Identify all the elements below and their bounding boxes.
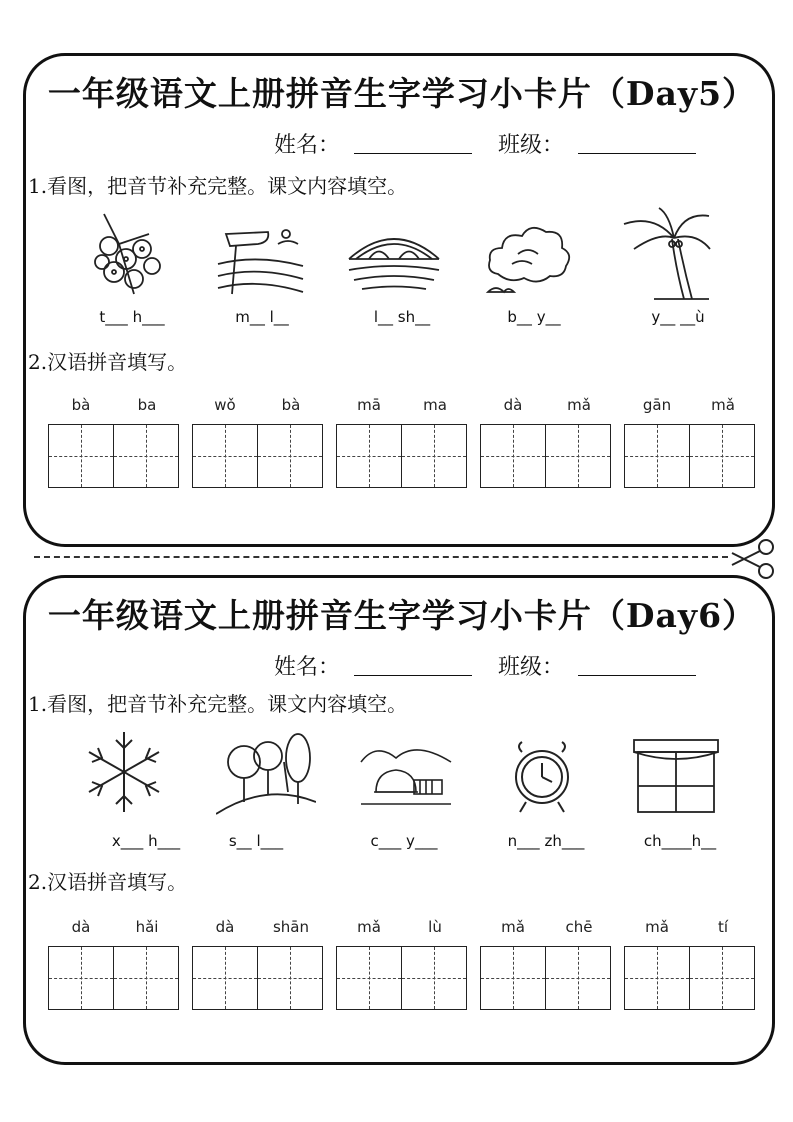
tianzige-box[interactable] xyxy=(545,946,611,1010)
question-1: 1.看图，把音节补充完整。课文内容填空。 xyxy=(28,174,408,198)
tianzige-box[interactable] xyxy=(480,946,546,1010)
tianzige-box[interactable] xyxy=(257,946,323,1010)
syllable-blank[interactable]: c___ y___ xyxy=(370,832,438,850)
pinyin-label: dà xyxy=(215,918,235,936)
picture-row xyxy=(66,722,746,822)
name-class-row xyxy=(274,128,722,159)
pinyin-label: bà xyxy=(281,396,301,414)
question-2: 2.汉语拼音填写。 xyxy=(28,350,188,374)
syllable-blank[interactable]: y__ __ù xyxy=(651,308,705,326)
tianzige-box[interactable] xyxy=(624,424,690,488)
card-title: 一年级语文上册拼音生字学习小卡片（Day5） xyxy=(47,74,757,113)
name-blank[interactable] xyxy=(354,137,472,154)
pinyin-label: wǒ xyxy=(214,396,236,414)
tianzige-box[interactable] xyxy=(192,946,258,1010)
tianzige-box[interactable] xyxy=(336,424,402,488)
name-label: 姓名： xyxy=(274,655,341,680)
syllable-blank[interactable]: l__ sh__ xyxy=(373,308,431,326)
window-icon xyxy=(626,722,726,822)
pinyin-label: shān xyxy=(272,918,310,936)
pinyin-label: dà xyxy=(503,396,523,414)
pinyin-label: mǎ xyxy=(501,918,525,936)
trees-hill-icon xyxy=(216,722,316,822)
writing-grid xyxy=(48,396,768,486)
card-title: 一年级语文上册拼音生字学习小卡片（Day6） xyxy=(47,596,757,635)
picture-row xyxy=(66,204,746,304)
class-label: 班级： xyxy=(498,133,565,158)
tianzige-box[interactable] xyxy=(48,946,114,1010)
syllable-blank[interactable]: n___ zh___ xyxy=(507,832,585,850)
class-blank[interactable] xyxy=(578,137,696,154)
tianzige-box[interactable] xyxy=(545,424,611,488)
pinyin-label: mǎ xyxy=(567,396,591,414)
tianzige-box[interactable] xyxy=(689,424,755,488)
pinyin-label: ba xyxy=(137,396,157,414)
snowflake-icon xyxy=(74,722,174,822)
class-blank[interactable] xyxy=(578,659,696,676)
class-label: 班级： xyxy=(498,655,565,680)
coconut-palm-icon xyxy=(614,204,714,304)
stone-bridge-icon xyxy=(344,204,444,304)
writing-grid xyxy=(48,918,768,1008)
pinyin-label: mǎ xyxy=(357,918,381,936)
syllable-blank[interactable]: ch____h__ xyxy=(643,832,717,850)
tianzige-box[interactable] xyxy=(257,424,323,488)
boat-river-icon xyxy=(208,204,308,304)
cloud-icon xyxy=(478,204,578,304)
pinyin-label: gān xyxy=(642,396,672,414)
pinyin-label: tí xyxy=(717,918,729,936)
study-card-day5 xyxy=(23,53,775,547)
syllable-blanks xyxy=(26,832,778,856)
tianzige-box[interactable] xyxy=(336,946,402,1010)
pinyin-label: ma xyxy=(423,396,447,414)
alarm-clock-icon xyxy=(492,722,592,822)
syllable-blank[interactable]: x___ h___ xyxy=(111,832,181,850)
tianzige-box[interactable] xyxy=(192,424,258,488)
syllable-blank[interactable]: s__ l___ xyxy=(228,832,284,850)
tianzige-box[interactable] xyxy=(48,424,114,488)
pinyin-label: hǎi xyxy=(135,918,159,936)
pinyin-label: mǎ xyxy=(645,918,669,936)
question-1: 1.看图，把音节补充完整。课文内容填空。 xyxy=(28,692,408,716)
tianzige-box[interactable] xyxy=(113,946,179,1010)
name-class-row xyxy=(274,650,722,681)
pinyin-label: bà xyxy=(71,396,91,414)
syllable-blank[interactable]: b__ y__ xyxy=(507,308,561,326)
tianzige-box[interactable] xyxy=(624,946,690,1010)
name-blank[interactable] xyxy=(354,659,472,676)
cut-line xyxy=(34,556,728,558)
tianzige-box[interactable] xyxy=(689,946,755,1010)
pinyin-label: chē xyxy=(565,918,593,936)
tianzige-box[interactable] xyxy=(401,424,467,488)
tianzige-box[interactable] xyxy=(480,424,546,488)
pinyin-label: dà xyxy=(71,918,91,936)
question-2: 2.汉语拼音填写。 xyxy=(28,870,188,894)
study-card-day6 xyxy=(23,575,775,1065)
yurt-grassland-icon xyxy=(356,722,456,822)
syllable-blanks xyxy=(26,308,778,332)
tianzige-box[interactable] xyxy=(113,424,179,488)
pinyin-label: lù xyxy=(428,918,442,936)
cherry-blossom-icon xyxy=(74,204,174,304)
syllable-blank[interactable]: t___ h___ xyxy=(99,308,165,326)
pinyin-label: mā xyxy=(357,396,381,414)
tianzige-box[interactable] xyxy=(401,946,467,1010)
pinyin-label: mǎ xyxy=(711,396,735,414)
syllable-blank[interactable]: m__ l__ xyxy=(235,308,289,326)
name-label: 姓名： xyxy=(274,133,341,158)
